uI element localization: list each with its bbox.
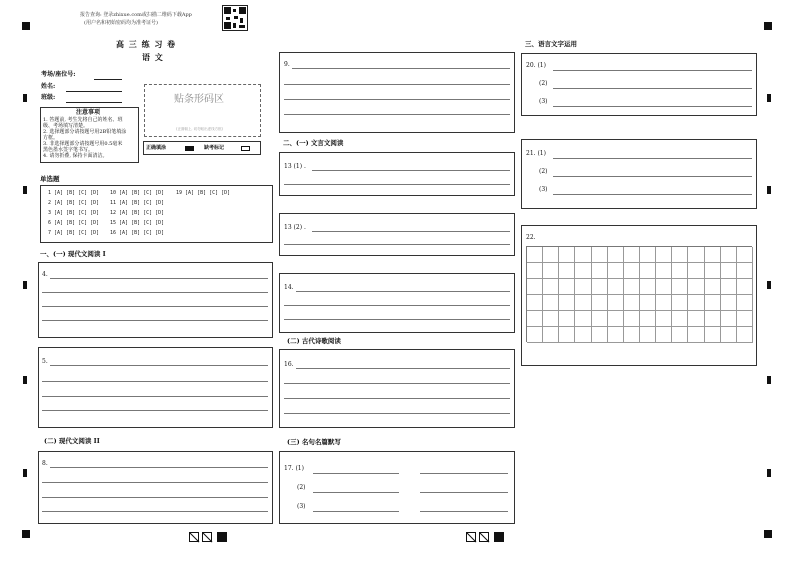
solid-mark (494, 532, 504, 542)
grid-cell[interactable] (721, 279, 737, 295)
grid-cell[interactable] (688, 311, 704, 327)
alignment-mark (767, 186, 771, 194)
tick-mark (202, 532, 212, 542)
answer-line (50, 278, 268, 279)
alignment-mark (767, 94, 771, 102)
grid-cell[interactable] (592, 311, 608, 327)
grid-cell[interactable] (559, 279, 575, 295)
answer-line (42, 511, 268, 512)
exam-seat-label: 考场/座位号: (41, 71, 76, 78)
question-number: 9. (284, 61, 290, 68)
answer-line (296, 368, 510, 369)
answer-line (553, 194, 752, 195)
grid-cell[interactable] (672, 247, 688, 263)
alignment-mark (23, 469, 27, 477)
alignment-mark (764, 530, 772, 538)
section-famous-quotes: (三) 名句名篇默写 (287, 438, 341, 446)
answer-box-q4[interactable] (38, 262, 273, 338)
answer-box-q21[interactable] (521, 139, 757, 209)
answer-box-q17[interactable] (279, 451, 515, 524)
grid-cell[interactable] (721, 295, 737, 311)
tick-mark (466, 532, 476, 542)
answer-line (284, 413, 510, 414)
section-modern-reading-2: (二) 现代文阅读 II (44, 437, 100, 445)
alignment-mark (767, 469, 771, 477)
grid-cell[interactable] (527, 295, 543, 311)
alignment-mark (23, 186, 27, 194)
grid-cell[interactable] (543, 295, 559, 311)
alignment-mark (764, 22, 772, 30)
grid-cell[interactable] (737, 327, 753, 343)
grid-cell[interactable] (559, 263, 575, 279)
answer-line (284, 114, 510, 115)
grid-cell[interactable] (640, 295, 656, 311)
grid-cell[interactable] (705, 279, 721, 295)
answer-line (420, 473, 508, 474)
grid-cell[interactable] (575, 295, 591, 311)
tick-mark (189, 532, 199, 542)
grid-cell[interactable] (624, 279, 640, 295)
grid-cell[interactable] (624, 247, 640, 263)
report-notice: 报告查询: 登录zhixue.com或扫描二维码下载App (80, 12, 192, 18)
answer-box-q13-2[interactable] (279, 213, 515, 256)
grid-cell[interactable] (559, 327, 575, 343)
grid-cell[interactable] (721, 263, 737, 279)
grid-cell[interactable] (672, 263, 688, 279)
grid-cell[interactable] (656, 247, 672, 263)
grid-cell[interactable] (608, 247, 624, 263)
answer-line (312, 231, 510, 232)
grid-cell[interactable] (737, 311, 753, 327)
grid-cell[interactable] (672, 327, 688, 343)
answer-box-q9[interactable] (279, 52, 515, 133)
alignment-mark (767, 376, 771, 384)
solid-mark (217, 532, 227, 542)
grid-cell[interactable] (575, 279, 591, 295)
grid-cell[interactable] (656, 279, 672, 295)
question-number: 4. (42, 271, 48, 278)
question-number: 13 (1) . (284, 163, 306, 170)
question-number: (3) (297, 503, 306, 510)
answer-line (284, 84, 510, 85)
alignment-mark (22, 22, 30, 30)
grid-cell[interactable] (527, 311, 543, 327)
class-field[interactable] (66, 102, 122, 103)
answer-line (420, 492, 508, 493)
grid-cell[interactable] (737, 295, 753, 311)
grid-cell[interactable] (575, 263, 591, 279)
absent-mark-label: 缺考标记 (204, 145, 225, 151)
answer-line (42, 410, 268, 411)
grid-cell[interactable] (624, 295, 640, 311)
grid-cell[interactable] (656, 263, 672, 279)
answer-line (312, 170, 510, 171)
answer-box-q14[interactable] (279, 273, 515, 333)
answer-line (284, 244, 510, 245)
grid-cell[interactable] (688, 327, 704, 343)
grid-cell[interactable] (543, 247, 559, 263)
grid-cell[interactable] (527, 247, 543, 263)
subject-title: 语 文 (142, 52, 164, 62)
grid-cell[interactable] (543, 311, 559, 327)
grid-cell[interactable] (543, 327, 559, 343)
question-number: 22. (526, 234, 536, 241)
grid-cell[interactable] (688, 279, 704, 295)
question-number: 8. (42, 460, 48, 467)
alignment-mark (22, 530, 30, 538)
question-number: (2) (297, 484, 306, 491)
grid-cell[interactable] (608, 295, 624, 311)
grid-cell[interactable] (705, 311, 721, 327)
grid-cell[interactable] (656, 311, 672, 327)
class-label: 班级: (41, 94, 56, 101)
question-number: (2) (539, 168, 548, 175)
question-number: 17. (1) (284, 465, 304, 472)
qr-code (222, 5, 248, 31)
grid-cell[interactable] (575, 247, 591, 263)
mcq-option-row[interactable]: 19 [A] [B] [C] [D] (176, 190, 231, 196)
barcode-title: 贴条形码区 (174, 94, 224, 105)
grid-cell[interactable] (688, 263, 704, 279)
notes-title: 注意事项 (76, 109, 101, 116)
grid-cell[interactable] (608, 263, 624, 279)
grid-cell[interactable] (640, 263, 656, 279)
answer-box-q8[interactable] (38, 451, 273, 524)
answer-line (42, 292, 268, 293)
mcq-option-row[interactable]: 1 [A] [B] [C] [D] (48, 190, 100, 196)
answer-line (42, 482, 268, 483)
grid-cell[interactable] (543, 263, 559, 279)
grid-cell[interactable] (672, 279, 688, 295)
grid-cell[interactable] (688, 295, 704, 311)
grid-cell[interactable] (527, 279, 543, 295)
question-number: 20. (1) (526, 62, 546, 69)
section-language-use: 三、语言文字运用 (525, 40, 577, 48)
mcq-option-row[interactable]: 10 [A] [B] [C] [D] (110, 190, 165, 196)
answer-line (553, 158, 752, 159)
exam-seat-field[interactable] (94, 79, 122, 80)
grid-cell[interactable] (592, 279, 608, 295)
composition-grid[interactable] (526, 246, 752, 342)
alignment-mark (23, 94, 27, 102)
answer-line (553, 70, 752, 71)
question-number: (2) (539, 80, 548, 87)
grid-cell[interactable] (575, 327, 591, 343)
barcode-hint: (正面朝上, 切勿贴出虚线方框) (176, 127, 223, 131)
grid-cell[interactable] (592, 263, 608, 279)
correct-fill-sample (185, 146, 194, 151)
mcq-option-row[interactable]: 12 [A] [B] [C] [D] (110, 210, 165, 216)
question-number: 14. (284, 284, 294, 291)
mcq-option-row[interactable]: 11 [A] [B] [C] [D] (110, 200, 165, 206)
answer-line (50, 365, 268, 366)
question-number: 21. (1) (526, 150, 546, 157)
answer-box-q13-1[interactable] (279, 152, 515, 196)
grid-cell[interactable] (640, 247, 656, 263)
notes-item: 2. 选择题部分请按题号用2B铅笔填涂 (43, 129, 127, 135)
grid-cell[interactable] (656, 327, 672, 343)
grid-cell[interactable] (721, 311, 737, 327)
answer-line (42, 381, 268, 382)
grid-cell[interactable] (559, 311, 575, 327)
grid-cell[interactable] (737, 263, 753, 279)
answer-line (42, 306, 268, 307)
grid-cell[interactable] (705, 327, 721, 343)
grid-cell[interactable] (688, 247, 704, 263)
absent-mark-box[interactable] (241, 146, 250, 151)
answer-line (284, 398, 510, 399)
answer-line (284, 319, 510, 320)
grid-cell[interactable] (721, 327, 737, 343)
grid-cell[interactable] (527, 327, 543, 343)
mcq-section-title: 单选题 (40, 175, 60, 183)
answer-line (313, 473, 399, 474)
answer-line (420, 511, 508, 512)
answer-line (553, 106, 752, 107)
report-notice-sub: (用户名和初始密码均为准考证号) (84, 20, 158, 26)
grid-cell[interactable] (559, 295, 575, 311)
alignment-mark (23, 281, 27, 289)
answer-line (50, 467, 268, 468)
grid-cell[interactable] (656, 295, 672, 311)
grid-cell[interactable] (640, 327, 656, 343)
question-number: 5. (42, 358, 48, 365)
grid-cell[interactable] (543, 279, 559, 295)
grid-cell[interactable] (608, 327, 624, 343)
grid-cell[interactable] (672, 311, 688, 327)
answer-line (42, 497, 268, 498)
grid-cell[interactable] (737, 279, 753, 295)
answer-line (553, 88, 752, 89)
mcq-option-row[interactable]: 3 [A] [B] [C] [D] (48, 210, 100, 216)
grid-cell[interactable] (705, 263, 721, 279)
grid-cell[interactable] (672, 295, 688, 311)
grid-cell[interactable] (624, 327, 640, 343)
answer-line (292, 68, 510, 69)
answer-line (284, 383, 510, 384)
answer-line (296, 291, 510, 292)
section-modern-reading-1: 一、(一) 现代文阅读 I (40, 250, 106, 258)
grid-cell[interactable] (608, 311, 624, 327)
section-classical-chinese: 二、(一) 文言文阅读 (283, 139, 344, 147)
notes-item: 方框。 (43, 135, 59, 141)
alignment-mark (23, 376, 27, 384)
mcq-option-row[interactable]: 6 [A] [B] [C] [D] (48, 220, 100, 226)
grid-cell[interactable] (737, 247, 753, 263)
grid-cell[interactable] (624, 263, 640, 279)
notes-item: 1. 答题前, 考生先将自己的姓名、班 (43, 117, 123, 123)
tick-mark (479, 532, 489, 542)
question-number: 16. (284, 361, 294, 368)
grid-cell[interactable] (559, 247, 575, 263)
answer-line (284, 99, 510, 100)
answer-line (284, 184, 510, 185)
grid-cell[interactable] (640, 279, 656, 295)
grid-cell[interactable] (608, 279, 624, 295)
question-number: (3) (539, 186, 548, 193)
notes-item: 4. 请勿折叠, 保持卡面清洁。 (43, 153, 108, 159)
answer-line (313, 492, 399, 493)
name-field[interactable] (66, 91, 122, 92)
answer-box-q5[interactable] (38, 347, 273, 428)
section-ancient-poetry: (二) 古代诗歌阅读 (287, 337, 341, 345)
grid-cell[interactable] (575, 311, 591, 327)
notes-item: 3. 非选择题部分请按题号用0.5毫米 (43, 141, 123, 147)
grid-cell[interactable] (592, 247, 608, 263)
answer-line (42, 396, 268, 397)
grid-cell[interactable] (624, 311, 640, 327)
mcq-option-row[interactable]: 16 [A] [B] [C] [D] (110, 230, 165, 236)
answer-box-q16[interactable] (279, 349, 515, 428)
correct-fill-label: 正确填涂 (146, 145, 167, 151)
grid-cell[interactable] (527, 263, 543, 279)
notes-item: 黑色墨水签字笔书写。 (43, 147, 94, 153)
grid-cell[interactable] (592, 327, 608, 343)
answer-line (553, 176, 752, 177)
notes-item: 级、考场填写清楚。 (43, 123, 89, 129)
alignment-mark (767, 281, 771, 289)
mcq-option-row[interactable]: 2 [A] [B] [C] [D] (48, 200, 100, 206)
answer-line (313, 511, 399, 512)
name-label: 姓名: (41, 83, 56, 90)
grid-cell[interactable] (705, 247, 721, 263)
exam-title: 高 三 练 习 卷 (116, 39, 177, 49)
mcq-option-row[interactable]: 7 [A] [B] [C] [D] (48, 230, 100, 236)
grid-cell[interactable] (640, 311, 656, 327)
grid-cell[interactable] (721, 247, 737, 263)
answer-line (42, 320, 268, 321)
question-number: (3) (539, 98, 548, 105)
question-number: 13 (2) . (284, 224, 306, 231)
grid-cell[interactable] (705, 295, 721, 311)
grid-cell[interactable] (592, 295, 608, 311)
mcq-option-row[interactable]: 15 [A] [B] [C] [D] (110, 220, 165, 226)
answer-line (284, 305, 510, 306)
